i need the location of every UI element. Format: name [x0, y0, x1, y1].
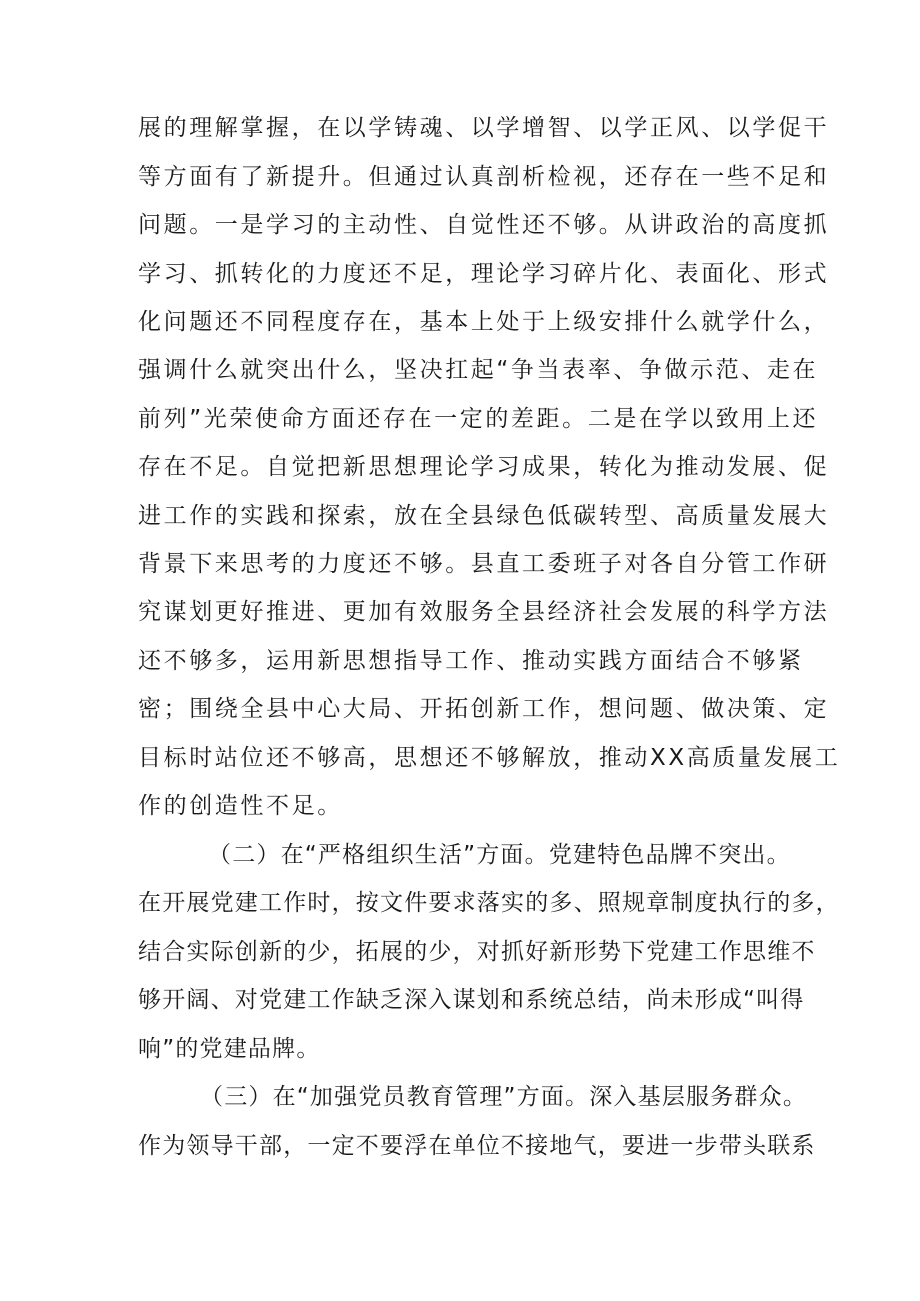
text-line: 密；围绕全县中心大局、开拓创新工作，想问题、做决策、定 — [138, 696, 830, 722]
text-line: 学习、抓转化的力度还不足，理论学习碎片化、表面化、形式 — [138, 261, 830, 287]
section-heading-line: （二）在“严格组织生活”方面。党建特色品牌不突出。 — [208, 842, 791, 868]
text-line: 够开阔、对党建工作缺乏深入谋划和系统总结，尚未形成“叫得 — [138, 987, 805, 1013]
section-heading-line: （三）在“加强党员教育管理”方面。深入基层服务群众。 — [200, 1084, 808, 1110]
text-line: 化问题还不同程度存在，基本上处于上级安排什么就学什么， — [138, 309, 830, 335]
text-line: 结合实际创新的少，拓展的少，对抓好新形势下党建工作思维不 — [138, 939, 816, 965]
text-line: 前列”光荣使命方面还存在一定的差距。二是在学以致用上还 — [138, 406, 819, 432]
text-line: 问题。一是学习的主动性、自觉性还不够。从讲政治的高度抓 — [138, 212, 830, 238]
text-line: 等方面有了新提升。但通过认真剖析检视，还存在一些不足和 — [138, 164, 830, 190]
text-line: 存在不足。自觉把新思想理论学习成果，转化为推动发展、促 — [138, 454, 830, 480]
text-line: 目标时站位还不够高，思想还不够解放，推动XX高质量发展工 — [138, 745, 841, 771]
text-line: 作为领导干部，一定不要浮在单位不接地气，要进一步带头联系 — [138, 1133, 816, 1159]
text-line: 究谋划更好推进、更加有效服务全县经济社会发展的科学方法 — [138, 599, 830, 625]
text-line: 进工作的实践和探索，放在全县绿色低碳转型、高质量发展大 — [138, 503, 830, 529]
text-line: 强调什么就突出什么，坚决扛起“争当表率、争做示范、走在 — [138, 357, 819, 383]
text-line: 还不够多，运用新思想指导工作、推动实践方面结合不够紧 — [138, 648, 804, 674]
text-line: 作的创造性不足。 — [138, 793, 343, 819]
text-line: 背景下来思考的力度还不够。县直工委班子对各自分管工作研 — [138, 551, 830, 577]
text-line: 在开展党建工作时，按文件要求落实的多、照规章制度执行的多， — [138, 890, 840, 916]
text-line: 展的理解掌握，在以学铸魂、以学增智、以学正风、以学促干 — [138, 115, 830, 141]
text-line: 响”的党建品牌。 — [138, 1036, 321, 1062]
